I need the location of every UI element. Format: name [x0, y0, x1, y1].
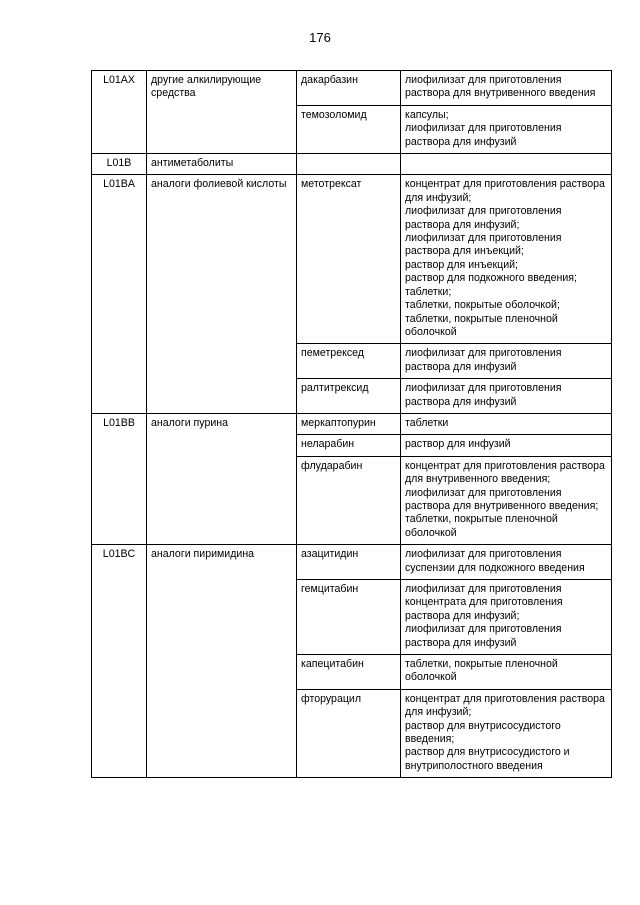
atc-code-cell: L01BC: [92, 545, 147, 778]
drug-name-cell: азацитидин: [297, 545, 401, 580]
drug-table: [91, 70, 612, 778]
dosage-forms-cell: лиофилизат для приготовления раствора для инфузий: [401, 379, 612, 414]
dosage-forms-cell: концентрат для приготовления раствора для внутривенного введения; лиофилизат для приготовления раствора для внутривенного введения; таблетки, покрытые пленочной оболочкой: [401, 456, 612, 544]
atc-code-cell: L01AX: [92, 71, 147, 154]
table-row: [92, 71, 612, 106]
drug-name-cell: пеметрексед: [297, 344, 401, 379]
group-name-cell: антиметаболиты: [147, 154, 297, 175]
dosage-forms-cell: лиофилизат для приготовления концентрата для приготовления раствора для инфузий; лиофилизат для приготовления раствора для инфузий: [401, 580, 612, 655]
page-number: 176: [309, 30, 331, 45]
drug-name-cell: [297, 154, 401, 175]
drug-name-cell: ралтитрексид: [297, 379, 401, 414]
dosage-forms-cell: раствор для инфузий: [401, 435, 612, 456]
dosage-forms-cell: лиофилизат для приготовления суспензии для подкожного введения: [401, 545, 612, 580]
dosage-forms-cell: капсулы; лиофилизат для приготовления раствора для инфузий: [401, 105, 612, 153]
dosage-forms-cell: концентрат для приготовления раствора для инфузий; раствор для внутрисосудистого введения; раствор для внутрисосудистого и внутриполостного введения: [401, 689, 612, 777]
dosage-forms-cell: таблетки: [401, 413, 612, 434]
dosage-forms-cell: лиофилизат для приготовления раствора для инфузий: [401, 344, 612, 379]
atc-code-cell: L01BA: [92, 175, 147, 414]
atc-code-cell: L01B: [92, 154, 147, 175]
dosage-forms-cell: таблетки, покрытые пленочной оболочкой: [401, 655, 612, 690]
drug-name-cell: неларабин: [297, 435, 401, 456]
dosage-forms-cell: концентрат для приготовления раствора для инфузий; лиофилизат для приготовления раствора для инфузий; лиофилизат для приготовления раствора для инъекций; раствор для инъекций; раствор для подкожного введения; таблетки; таблетки, покрытые оболочкой; таблетки, покрытые пленочной оболочкой: [401, 175, 612, 344]
table-row: [92, 175, 612, 344]
drug-name-cell: меркаптопурин: [297, 413, 401, 434]
drug-name-cell: флударабин: [297, 456, 401, 544]
dosage-forms-cell: [401, 154, 612, 175]
drug-name-cell: метотрексат: [297, 175, 401, 344]
drug-name-cell: капецитабин: [297, 655, 401, 690]
table-row: [92, 413, 612, 434]
drug-name-cell: гемцитабин: [297, 580, 401, 655]
group-name-cell: аналоги пурина: [147, 413, 297, 544]
atc-code-cell: L01BB: [92, 413, 147, 544]
drug-name-cell: темозоломид: [297, 105, 401, 153]
group-name-cell: аналоги фолиевой кислоты: [147, 175, 297, 414]
table-body: [92, 71, 612, 778]
group-name-cell: другие алкилирующие средства: [147, 71, 297, 154]
group-name-cell: аналоги пиримидина: [147, 545, 297, 778]
dosage-forms-cell: лиофилизат для приготовления раствора для внутривенного введения: [401, 71, 612, 106]
drug-name-cell: дакарбазин: [297, 71, 401, 106]
table-row: [92, 154, 612, 175]
drug-name-cell: фторурацил: [297, 689, 401, 777]
table-row: [92, 545, 612, 580]
